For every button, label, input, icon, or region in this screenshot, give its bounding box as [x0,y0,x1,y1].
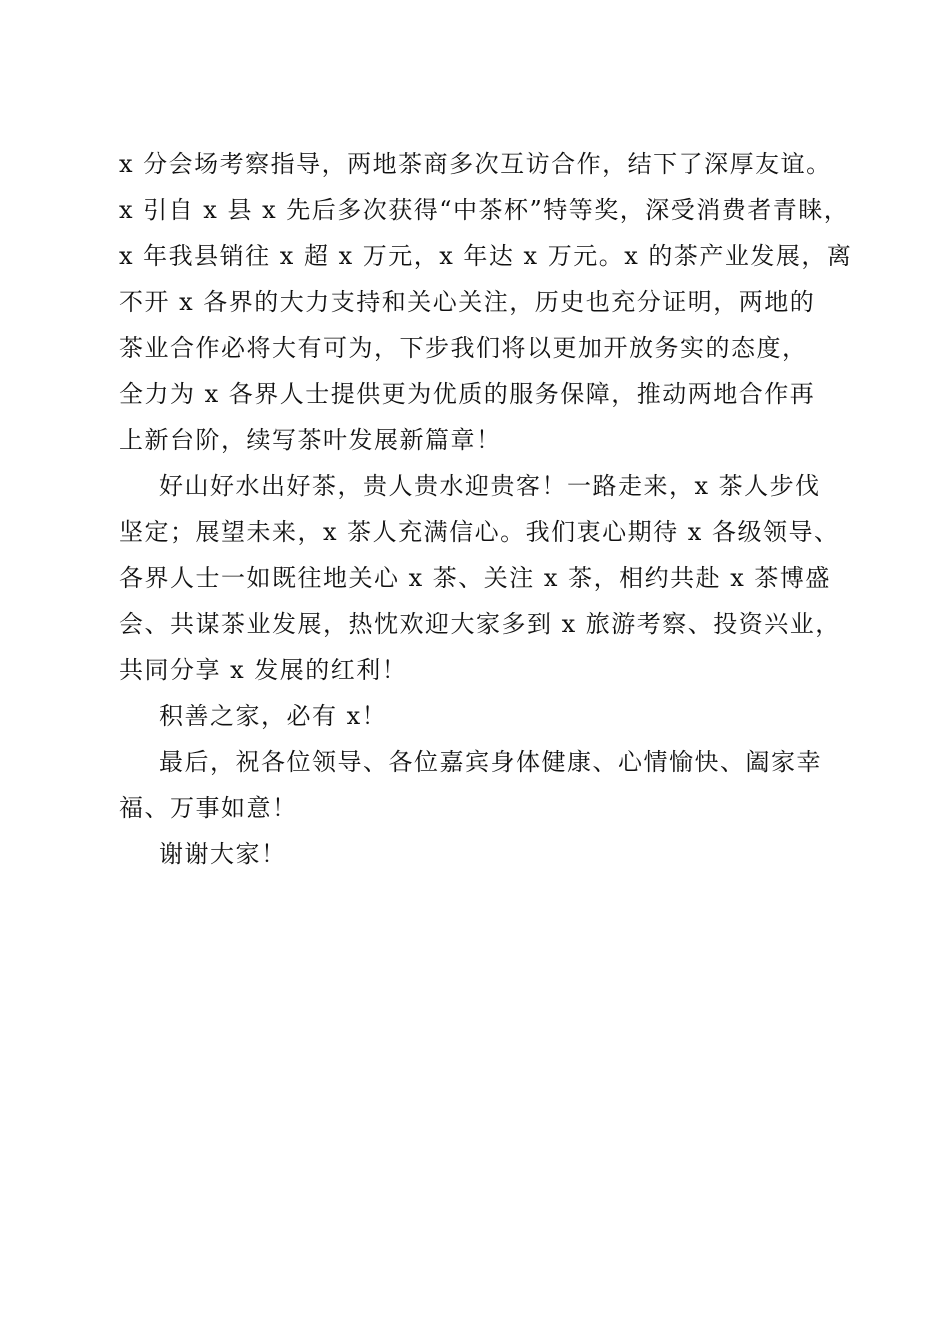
document-body [119,141,853,877]
paragraph-proverb [119,693,841,739]
paragraph-tea-cooperation [119,141,853,463]
paragraph-thanks [119,831,841,877]
paragraph-welcome-guests [119,463,841,693]
text-line: 各界人士一如既往地关心 x 茶、关注 x 茶，相约共赴 x 茶博盛 [119,564,831,592]
text-line: 最后，祝各位领导、各位嘉宾身体健康、心情愉快、阖家幸 [159,748,822,776]
text-line: 上新台阶，续写茶叶发展新篇章！ [119,426,502,454]
text-line: x 分会场考察指导，两地茶商多次互访合作，结下了深厚友谊。 [119,150,832,178]
text-line: 不开 x 各界的大力支持和关心关注，历史也充分证明，两地的 [119,288,816,316]
text-line: 好山好水出好茶，贵人贵水迎贵客！一路走来，x 茶人步伐 [159,472,821,500]
paragraph-blessings [119,739,841,831]
text-line: 谢谢大家！ [159,840,287,868]
text-line: x 引自 x 县 x 先后多次获得“中茶杯”特等奖，深受消费者青睐， [119,196,850,224]
text-line: x 年我县销往 x 超 x 万元，x 年达 x 万元。x 的茶产业发展，离 [119,242,853,270]
text-line: 福、万事如意！ [119,794,298,822]
text-line: 全力为 x 各界人士提供更为优质的服务保障，推动两地合作再 [119,380,816,408]
text-line: 会、共谋茶业发展，热忱欢迎大家多到 x 旅游考察、投资兴业， [119,610,841,638]
text-line: 坚定；展望未来，x 茶人充满信心。我们衷心期待 x 各级领导、 [119,518,840,546]
text-line: 共同分享 x 发展的红利！ [119,656,408,684]
text-line: 积善之家，必有 x！ [159,702,388,730]
text-line: 茶业合作必将大有可为，下步我们将以更加开放务实的态度， [119,334,808,362]
